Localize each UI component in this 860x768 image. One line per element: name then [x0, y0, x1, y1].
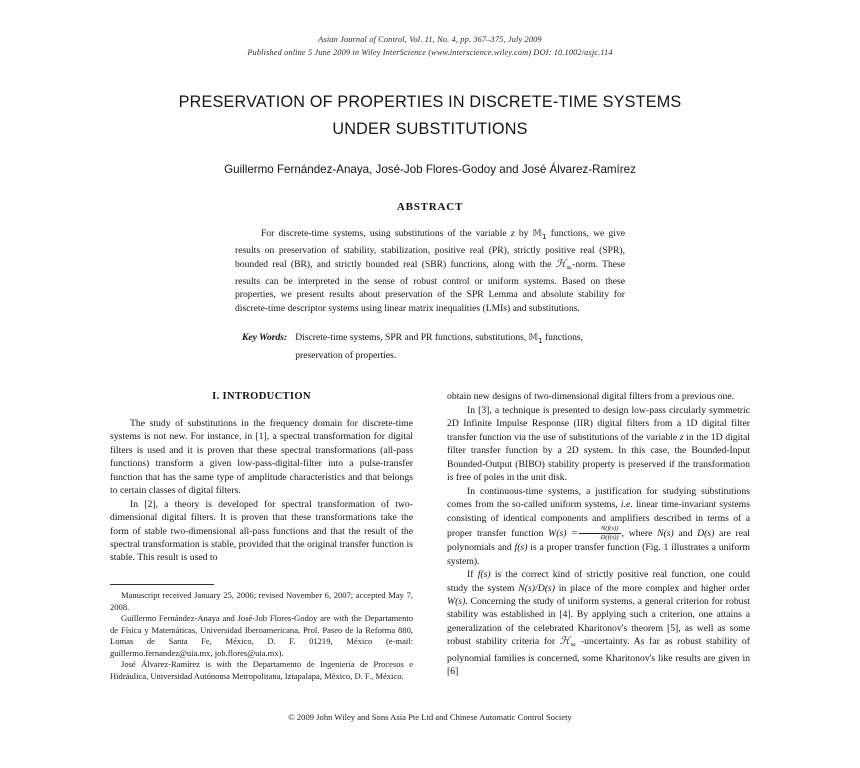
left-column — [110, 390, 413, 682]
abstract-symbol-hinf — [555, 258, 573, 273]
journal-citation-line: Asian Journal of Control, Vol. 11, No. 4, pp. 367–375, July 2009 — [318, 35, 542, 44]
author-list: Guillermo Fernández-Anaya, José-Job Flores-Godoy and José Álvarez-Ramírez — [224, 163, 636, 176]
right-p3-text-e: are real polynomials and — [447, 527, 750, 554]
right-paragraph-2 — [447, 404, 750, 485]
keywords-symbol-m1 — [528, 332, 543, 346]
section-heading-introduction: I. INTRODUCTION — [212, 391, 311, 403]
h-subscript: ∞ — [570, 640, 577, 650]
footnote-text — [110, 590, 413, 683]
title-line-2: UNDER SUBSTITUTIONS — [332, 120, 528, 138]
right-p4-text-c: in place of the more complex and higher order — [554, 582, 750, 594]
footnote-rule — [110, 584, 214, 585]
right-p3-ns: N(s) — [657, 527, 674, 539]
right-p3-fs: f(s) — [514, 542, 528, 554]
h-glyph: ℋ — [559, 635, 571, 648]
footnote-block — [110, 584, 413, 683]
right-paragraph-3 — [447, 485, 750, 568]
abstract-text-4: -norm. These results can be interpreted in the sense of robust control or uniform systems. Based on these properties, we present results about preservation of the SPR Lemma and absolute stability for discrete-time descriptor systems using linear matrix inequalities (LMIs) and substitutions. — [235, 259, 625, 314]
right-p3-fraction — [579, 525, 621, 541]
h-glyph: ℋ — [555, 258, 566, 271]
right-p2-text-b: in the 1D digital filter transfer function by a 2D system. In this case, the Bounded-Input Bounded-Output (BIBO) stability property is preserved if the transformation is free of poles in the unit disk. — [447, 431, 750, 484]
abstract-text-1: For discrete-time systems, using substitutions of the variable — [261, 228, 511, 239]
right-p2-text-a: In [3], a technique is presented to design low-pass circularly symmetric 2D Infinite Impulse Response (IIR) digital filters from a 1D digital filter transfer function via the use of substitutions of the variable — [447, 404, 750, 443]
keywords-block — [235, 331, 625, 362]
right-p3-text-a: In continuous-time systems, a justification for studying substitutions comes from the so-called uniform systems, — [447, 485, 750, 511]
m1-subscript: 1 — [538, 337, 543, 346]
right-column — [447, 390, 750, 682]
right-p4-text-e: -uncertainty. As far as robust stability of polynomial families is concerned, some Kharitonov's like results are given in [6] — [447, 636, 751, 678]
right-p3-text-f: is a proper transfer function (Fig. 1 illustrates a uniform system). — [447, 542, 750, 567]
keywords-text-1: Discrete-time systems, SPR and PR functions, substitutions, — [295, 332, 529, 344]
fraction-denominator: D(f(s)) — [579, 533, 621, 542]
title-line-1: PRESERVATION OF PROPERTIES IN DISCRETE-TIME SYSTEMS — [178, 93, 682, 111]
abstract-var-z: z — [510, 228, 515, 239]
right-p4-ns-ds: N(s)/D(s) — [518, 582, 555, 594]
journal-running-head — [110, 34, 750, 59]
m1-glyph: 𝕄 — [532, 228, 543, 239]
right-p3-text-b: linear time-invariant systems consisting of identical components and amplifiers described in terms of a proper transfer function — [447, 499, 750, 539]
footnote-paragraph-1: Manuscript received January 25, 2006; revised November 6, 2007; accepted May 7, 2008. — [110, 589, 413, 612]
abstract-text-2: by — [514, 228, 533, 239]
footnote-paragraph-3: José Álvarez-Ramírez is with the Departamento de Ingeniería de Procesos e Hidráulica, Universidad Autónoma Metropolitana, Iztapalapa, México, D. F., México. — [110, 659, 413, 682]
right-paragraph-4 — [447, 568, 750, 679]
m1-glyph: 𝕄 — [528, 332, 539, 344]
footnote-paragraph-2: Guillermo Fernández-Anaya and José-Job Flores-Godoy are with the Departamento de Física y Matemáticas, Universidad Iberoamericana, Prol. Paseo de la Reforma 880, Lomas de Santa Fe, México, D. F. 01219, México (e-mail: guillermo.fernandez@uia.mx, job.flores@uia.mx). — [110, 613, 413, 658]
right-p4-ws: W(s) — [447, 596, 466, 608]
right-p2-var-z: z — [679, 431, 684, 443]
fraction-numerator: N(f(s)) — [600, 525, 619, 533]
abstract-body — [235, 227, 625, 315]
right-p4-text-b: is the correct kind of strictly positive real function, one could study the system — [447, 569, 751, 594]
right-p4-text-d: . Concerning the study of uniform systems, a general criterion for robust stability was established in [4]. By applying such a criterion, one attains a generalization of the celebrated Kharitonov's theorem [5], as well as some robust stability criteria for — [447, 596, 750, 648]
keywords-text — [295, 331, 625, 362]
journal-doi-line: Published online 5 June 2009 in Wiley InterScience (www.interscience.wiley.com) DOI: 10.1002/asjc.114 — [247, 47, 613, 57]
right-p3-text-d: and — [673, 527, 698, 539]
left-paragraph-2: In [2], a theory is developed for spectral transformation of two-dimensional digital filters. It is proven that these transformations take the form of stable two-dimensional all-pass functions and that the result of the spectral transformation is stable, provided that the original transfer function is stable. This result is used to — [110, 498, 413, 564]
abstract-paragraph — [235, 227, 625, 315]
right-p4-fs: f(s) — [477, 569, 491, 581]
keywords-text-2: functions, preservation of properties. — [295, 332, 584, 361]
abstract-heading: ABSTRACT — [396, 201, 464, 213]
h-subscript: ∞ — [565, 263, 573, 273]
m1-subscript: 1 — [542, 232, 547, 241]
abstract-symbol-m1 — [533, 228, 547, 239]
copyright-footer: © 2009 John Wiley and Sons Asia Pte Ltd and Chinese Automatic Control Society — [288, 712, 572, 722]
right-p3-ds: D(s) — [697, 527, 715, 539]
right-p4-text-a: If — [467, 569, 478, 581]
right-p4-symbol-hinf — [559, 635, 577, 650]
right-paragraph-1: obtain new designs of two-dimensional digital filters from a previous one. — [447, 391, 735, 403]
right-p3-text-c: , where — [621, 527, 658, 539]
page-title — [110, 89, 750, 143]
body-columns — [110, 390, 750, 682]
right-p3-transfer-function: W(s) = — [548, 527, 578, 539]
keywords-label: Key Words: — [242, 332, 288, 344]
abstract-text-3: functions, we give results on preservation of stability, stabilization, positive real (PR), strictly positive real (SPR), bounded real (BR), and strictly bounded real (SBR) functions, along with the — [235, 228, 626, 271]
right-p3-ie: i.e. — [620, 499, 633, 511]
left-paragraph-1: The study of substitutions in the frequency domain for discrete-time systems is not new. For instance, in [1], a spectral transformation for digital filters is used and it is proven that these spectral transformations (all-pass functions) transform a given low-pass-digital-filter into a pulse-transfer function that has the same type of amplitude characteristics and that belongs to certain classes of digital filters. — [110, 417, 413, 497]
